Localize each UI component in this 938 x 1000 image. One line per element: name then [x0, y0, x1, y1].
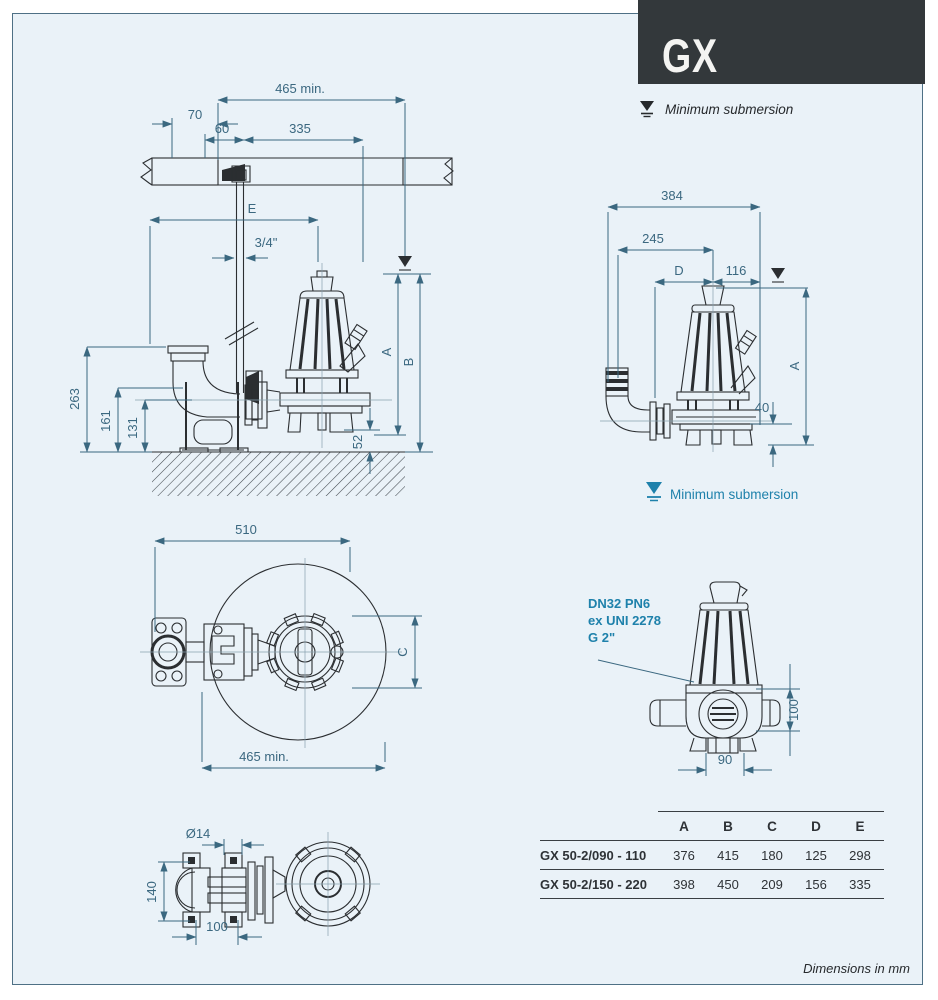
guide-pipe-bracket [222, 164, 258, 393]
connection-line-2: ex UNI 2278 [588, 613, 661, 628]
dim-510: 510 [235, 522, 257, 537]
min-submersion-label-mid: Minimum submersion [670, 487, 799, 502]
dim-b: B [401, 357, 416, 367]
dim-90: 90 [717, 752, 733, 767]
min-submersion-legend-mid [646, 482, 798, 502]
plan-view-drawing [140, 522, 422, 768]
installation-drawing [67, 81, 453, 496]
dim-d: D [674, 263, 684, 278]
dim-pipe-size: 3/4" [254, 235, 278, 250]
connection-line-1: DN32 PN6 [588, 596, 651, 611]
front-view-drawing [588, 582, 801, 776]
dim-52: 52 [350, 434, 365, 450]
value-b: 415 [717, 847, 739, 863]
installation-dimensions [67, 81, 433, 474]
value-d: 156 [805, 876, 827, 892]
value-c: 180 [761, 847, 783, 863]
value-d: 125 [805, 847, 827, 863]
dim-e: E [247, 201, 257, 216]
connection-callout [588, 596, 694, 682]
dim-70: 70 [187, 107, 203, 122]
dim-c: C [395, 647, 410, 657]
dim-263: 263 [67, 388, 82, 410]
dim-100: 100 [786, 699, 801, 721]
plan-dimensions [155, 522, 422, 768]
dim-a: A [379, 347, 394, 357]
front-pump [650, 582, 780, 753]
portable-dimensions [608, 188, 814, 467]
min-submersion-label-top: Minimum submersion [665, 101, 794, 117]
portable-drawing [600, 188, 814, 502]
value-e: 298 [849, 847, 871, 863]
dimensions-note: Dimensions in mm [803, 961, 910, 976]
volute-bottom-view [276, 832, 380, 936]
dim-40: 40 [754, 400, 770, 415]
value-a: 398 [673, 876, 695, 892]
front-dimensions [678, 664, 801, 776]
ceiling-slab [141, 158, 453, 185]
dim-100-bottom: 100 [206, 919, 228, 934]
connection-line-3: G 2" [588, 630, 616, 645]
table-header-a: A [679, 818, 689, 834]
dim-116: 116 [725, 263, 747, 278]
value-c: 209 [761, 876, 783, 892]
table-header-e: E [855, 818, 865, 834]
dim-a2: A [787, 361, 802, 371]
table-header-row [540, 812, 884, 840]
dim-hole-14: Ø14 [185, 826, 211, 841]
dim-131: 131 [125, 417, 140, 439]
table-row [540, 870, 884, 898]
dim-465-min-2: 465 min. [239, 749, 289, 764]
pump-silhouette [246, 271, 370, 432]
dim-384: 384 [661, 188, 683, 203]
dim-465-min: 465 min. [275, 81, 325, 96]
table-header-d: D [811, 818, 821, 834]
dim-335: 335 [289, 121, 311, 136]
table-header-c: C [767, 818, 777, 834]
bottom-view-drawing [144, 826, 380, 945]
dim-161: 161 [98, 410, 113, 432]
table-rule [540, 898, 884, 899]
dim-140: 140 [144, 881, 159, 903]
model-name: GX 50-2/090 - 110 [540, 847, 647, 863]
dim-245: 245 [642, 231, 664, 246]
table-header-b: B [723, 818, 733, 834]
dim-60: 60 [214, 121, 230, 136]
value-a: 376 [673, 847, 695, 863]
dimensions-table [540, 811, 884, 899]
clamp-assembly [176, 853, 285, 927]
model-name: GX 50-2/150 - 220 [540, 876, 647, 892]
floor-slab [152, 452, 405, 496]
value-b: 450 [717, 876, 739, 892]
value-e: 335 [849, 876, 871, 892]
table-row [540, 841, 884, 869]
series-title: GX [662, 29, 718, 83]
